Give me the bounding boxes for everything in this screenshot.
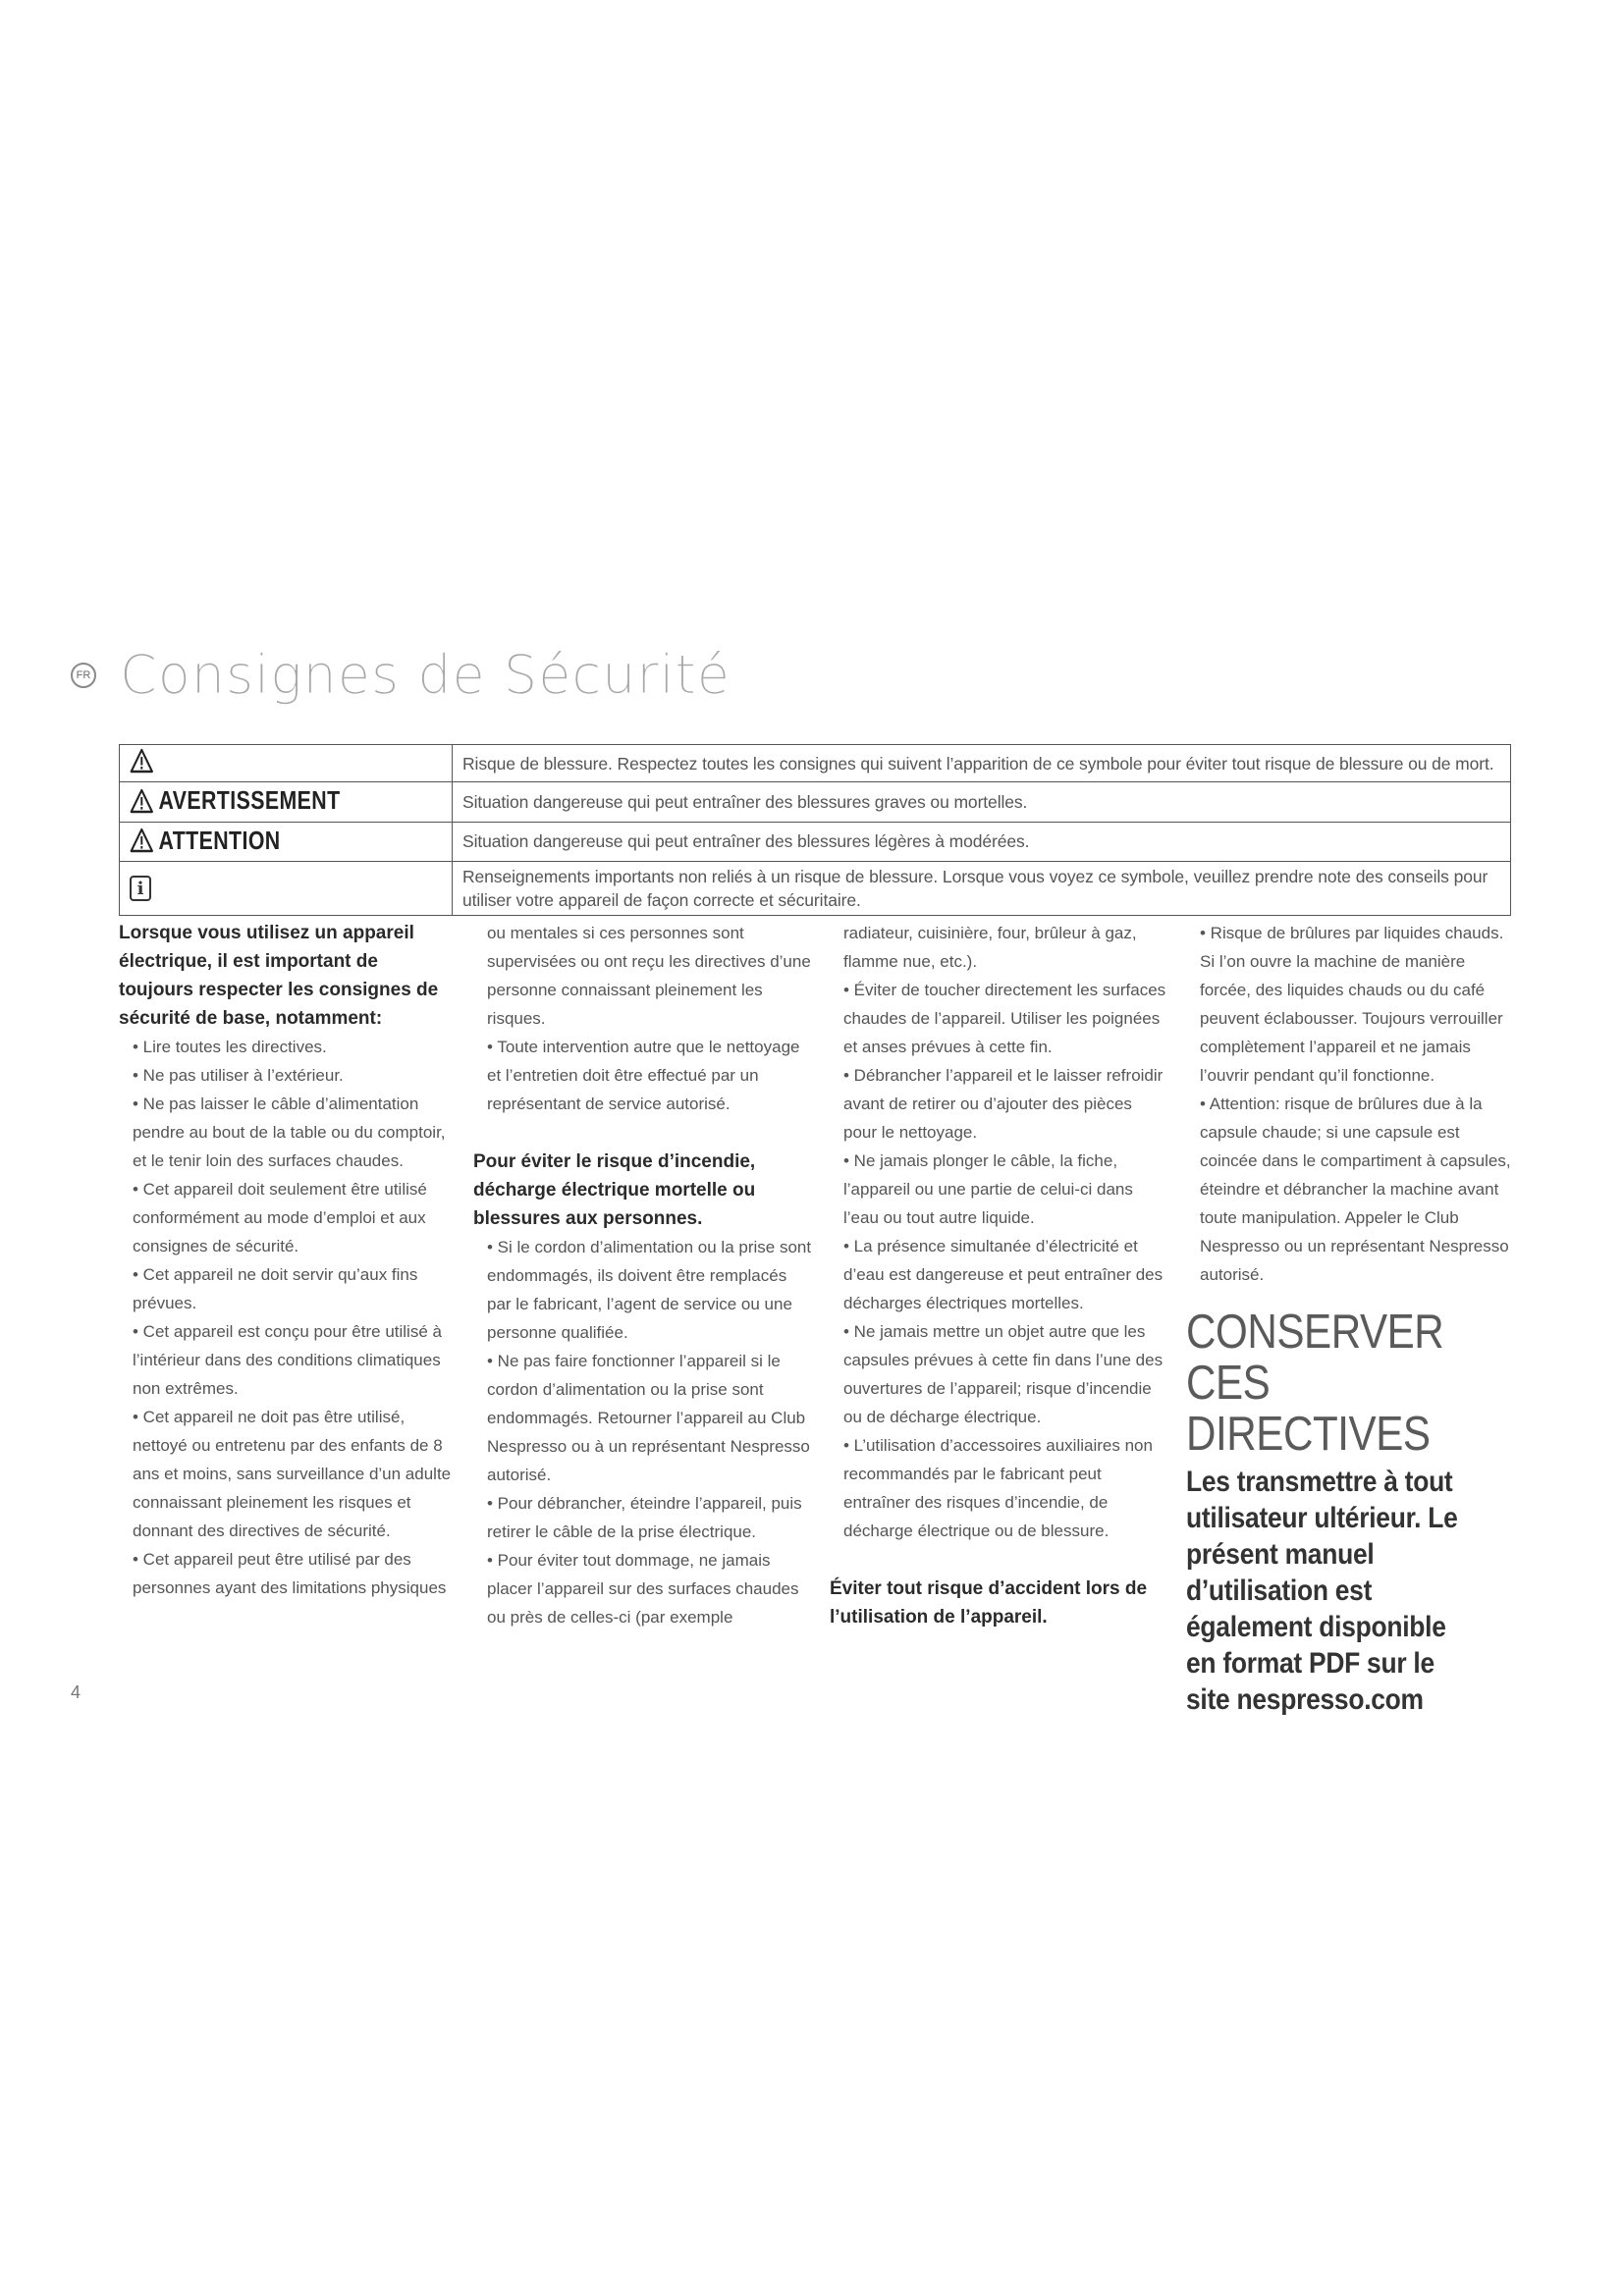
safety-item: • Cet appareil ne doit servir qu’aux fins prévues.	[133, 1265, 418, 1312]
symbol-description: Situation dangereuse qui peut entraîner des blessures légères à modérées.	[453, 822, 1511, 862]
warning-triangle-icon	[130, 788, 154, 814]
safety-item: • Cet appareil ne doit pas être utilisé, nettoyé ou entretenu par des enfants de 8 ans et moins, sans surveillance d’un adulte connaissant pleinement les risques et donnant des directives de sécurité.	[133, 1408, 452, 1540]
safety-item: radiateur, cuisinière, four, brûleur à gaz, flamme nue, etc.).	[843, 924, 1137, 971]
warning-triangle-icon	[130, 748, 154, 774]
symbol-cell	[120, 862, 453, 916]
page-title: Consignes de Sécurité	[120, 644, 731, 706]
conserver-heading: CONSERVER CES DIRECTIVES	[1186, 1306, 1444, 1461]
safety-item: • Ne pas laisser le câble d’alimentation pendre au bout de la table ou du comptoir, et le tenir loin des surfaces chaudes.	[133, 1095, 446, 1170]
symbol-description: Renseignements importants non reliés à un risque de blessure. Lorsque vous voyez ce symbole, veuillez prendre note des conseils pour utiliser votre appareil de façon correcte et sécuritaire.	[453, 862, 1511, 916]
symbol-description: Risque de blessure. Respectez toutes les consignes qui suivent l’apparition de ce symbole pour éviter tout risque de blessure ou de mort.	[453, 745, 1511, 782]
text-column-4	[1186, 919, 1520, 1718]
section-lead: Lorsque vous utilisez un appareil électrique, il est important de toujours respecter les consignes de sécurité de base, notamment:	[119, 923, 439, 1029]
language-badge: FR	[71, 663, 96, 688]
safety-item: • Ne pas utiliser à l’extérieur.	[133, 1066, 344, 1085]
text-column-1	[119, 919, 458, 1602]
page-header	[71, 644, 731, 706]
symbol-row-avertissement	[120, 782, 1511, 823]
text-column-3	[830, 919, 1168, 1631]
safety-item: • Si le cordon d’alimentation ou la prise sont endommagés, ils doivent être remplacés par le fabricant, l’agent de service ou une personne qualifiée.	[487, 1238, 812, 1342]
transmit-note: Les transmettre à tout utilisateur ultérieur. Le présent manuel d’utilisation est également disponible en format PDF sur le site nespresso.com	[1186, 1466, 1458, 1716]
symbol-cell	[120, 745, 453, 782]
safety-item: • Débrancher l’appareil et le laisser refroidir avant de retirer ou d’ajouter des pièces pour le nettoyage.	[843, 1066, 1164, 1142]
safety-item: • Lire toutes les directives.	[133, 1038, 327, 1056]
section-lead: Pour éviter le risque d’incendie, décharge électrique mortelle ou blessures aux personnes.	[473, 1151, 756, 1229]
safety-item: • Attention: risque de brûlures due à la capsule chaude; si une capsule est coincée dans le compartiment à capsules, éteindre et débrancher la machine avant toute manipulation. Appeler le Club Nespresso ou un représentant Nespresso autorisé.	[1200, 1095, 1511, 1284]
safety-item: • Cet appareil peut être utilisé par des personnes ayant des limitations physiques	[133, 1550, 447, 1597]
safety-item: • Ne pas faire fonctionner l’appareil si le cordon d’alimentation ou la prise sont endommagés. Retourner l’appareil au Club Nespresso ou à un représentant Nespresso autorisé.	[487, 1352, 810, 1484]
safety-item: • Pour éviter tout dommage, ne jamais placer l’appareil sur des surfaces chaudes ou près de celles-ci (par exemple	[487, 1551, 799, 1627]
text-column-2	[473, 919, 812, 1631]
symbol-row-attention	[120, 822, 1511, 862]
symbol-label: ATTENTION	[158, 825, 281, 855]
page-number: 4	[71, 1682, 81, 1702]
symbol-cell	[120, 822, 453, 862]
safety-item: • Risque de brûlures par liquides chauds. Si l’on ouvre la machine de manière forcée, des liquides chauds ou du café peuvent éclabousser. Toujours verrouiller complètement l’appareil et ne jamais l’ouvrir pendant qu’il fonctionne.	[1200, 924, 1504, 1085]
symbol-cell	[120, 782, 453, 823]
symbol-description: Situation dangereuse qui peut entraîner des blessures graves ou mortelles.	[453, 782, 1511, 823]
info-icon: i	[130, 876, 151, 901]
symbol-label: AVERTISSEMENT	[158, 785, 341, 815]
safety-item: • Cet appareil est conçu pour être utilisé à l’intérieur dans des conditions climatiques non extrêmes.	[133, 1322, 442, 1398]
safety-item: • Ne jamais plonger le câble, la fiche, l’appareil ou une partie de celui-ci dans l’eau ou tout autre liquide.	[843, 1151, 1133, 1227]
safety-item: • Éviter de toucher directement les surfaces chaudes de l’appareil. Utiliser les poignées et anses prévues à cette fin.	[843, 981, 1166, 1056]
warning-triangle-icon	[130, 828, 154, 853]
safety-item: • La présence simultanée d’électricité et d’eau est dangereuse et peut entraîner des décharges électriques mortelles.	[843, 1237, 1164, 1312]
safety-symbols-table	[119, 744, 1511, 916]
symbol-row-info	[120, 862, 1511, 916]
safety-item: ou mentales si ces personnes sont supervisées ou ont reçu les directives d’une personne connaissant pleinement les risques.	[487, 924, 811, 1028]
safety-item: • L’utilisation d’accessoires auxiliaires non recommandés par le fabricant peut entraîner des risques d’incendie, de décharge électrique ou de blessure.	[843, 1436, 1153, 1540]
section-lead: Éviter tout risque d’accident lors de l’utilisation de l’appareil.	[830, 1578, 1148, 1628]
safety-item: • Cet appareil doit seulement être utilisé conformément au mode d’emploi et aux consignes de sécurité.	[133, 1180, 427, 1255]
symbol-row-warning	[120, 745, 1511, 782]
safety-item: • Ne jamais mettre un objet autre que les capsules prévues à cette fin dans l’une des ouvertures de l’appareil; risque d’incendie ou de décharge électrique.	[843, 1322, 1164, 1426]
safety-item: • Pour débrancher, éteindre l’appareil, puis retirer le câble de la prise électrique.	[487, 1494, 802, 1541]
safety-item: • Toute intervention autre que le nettoyage et l’entretien doit être effectué par un représentant de service autorisé.	[487, 1038, 800, 1113]
